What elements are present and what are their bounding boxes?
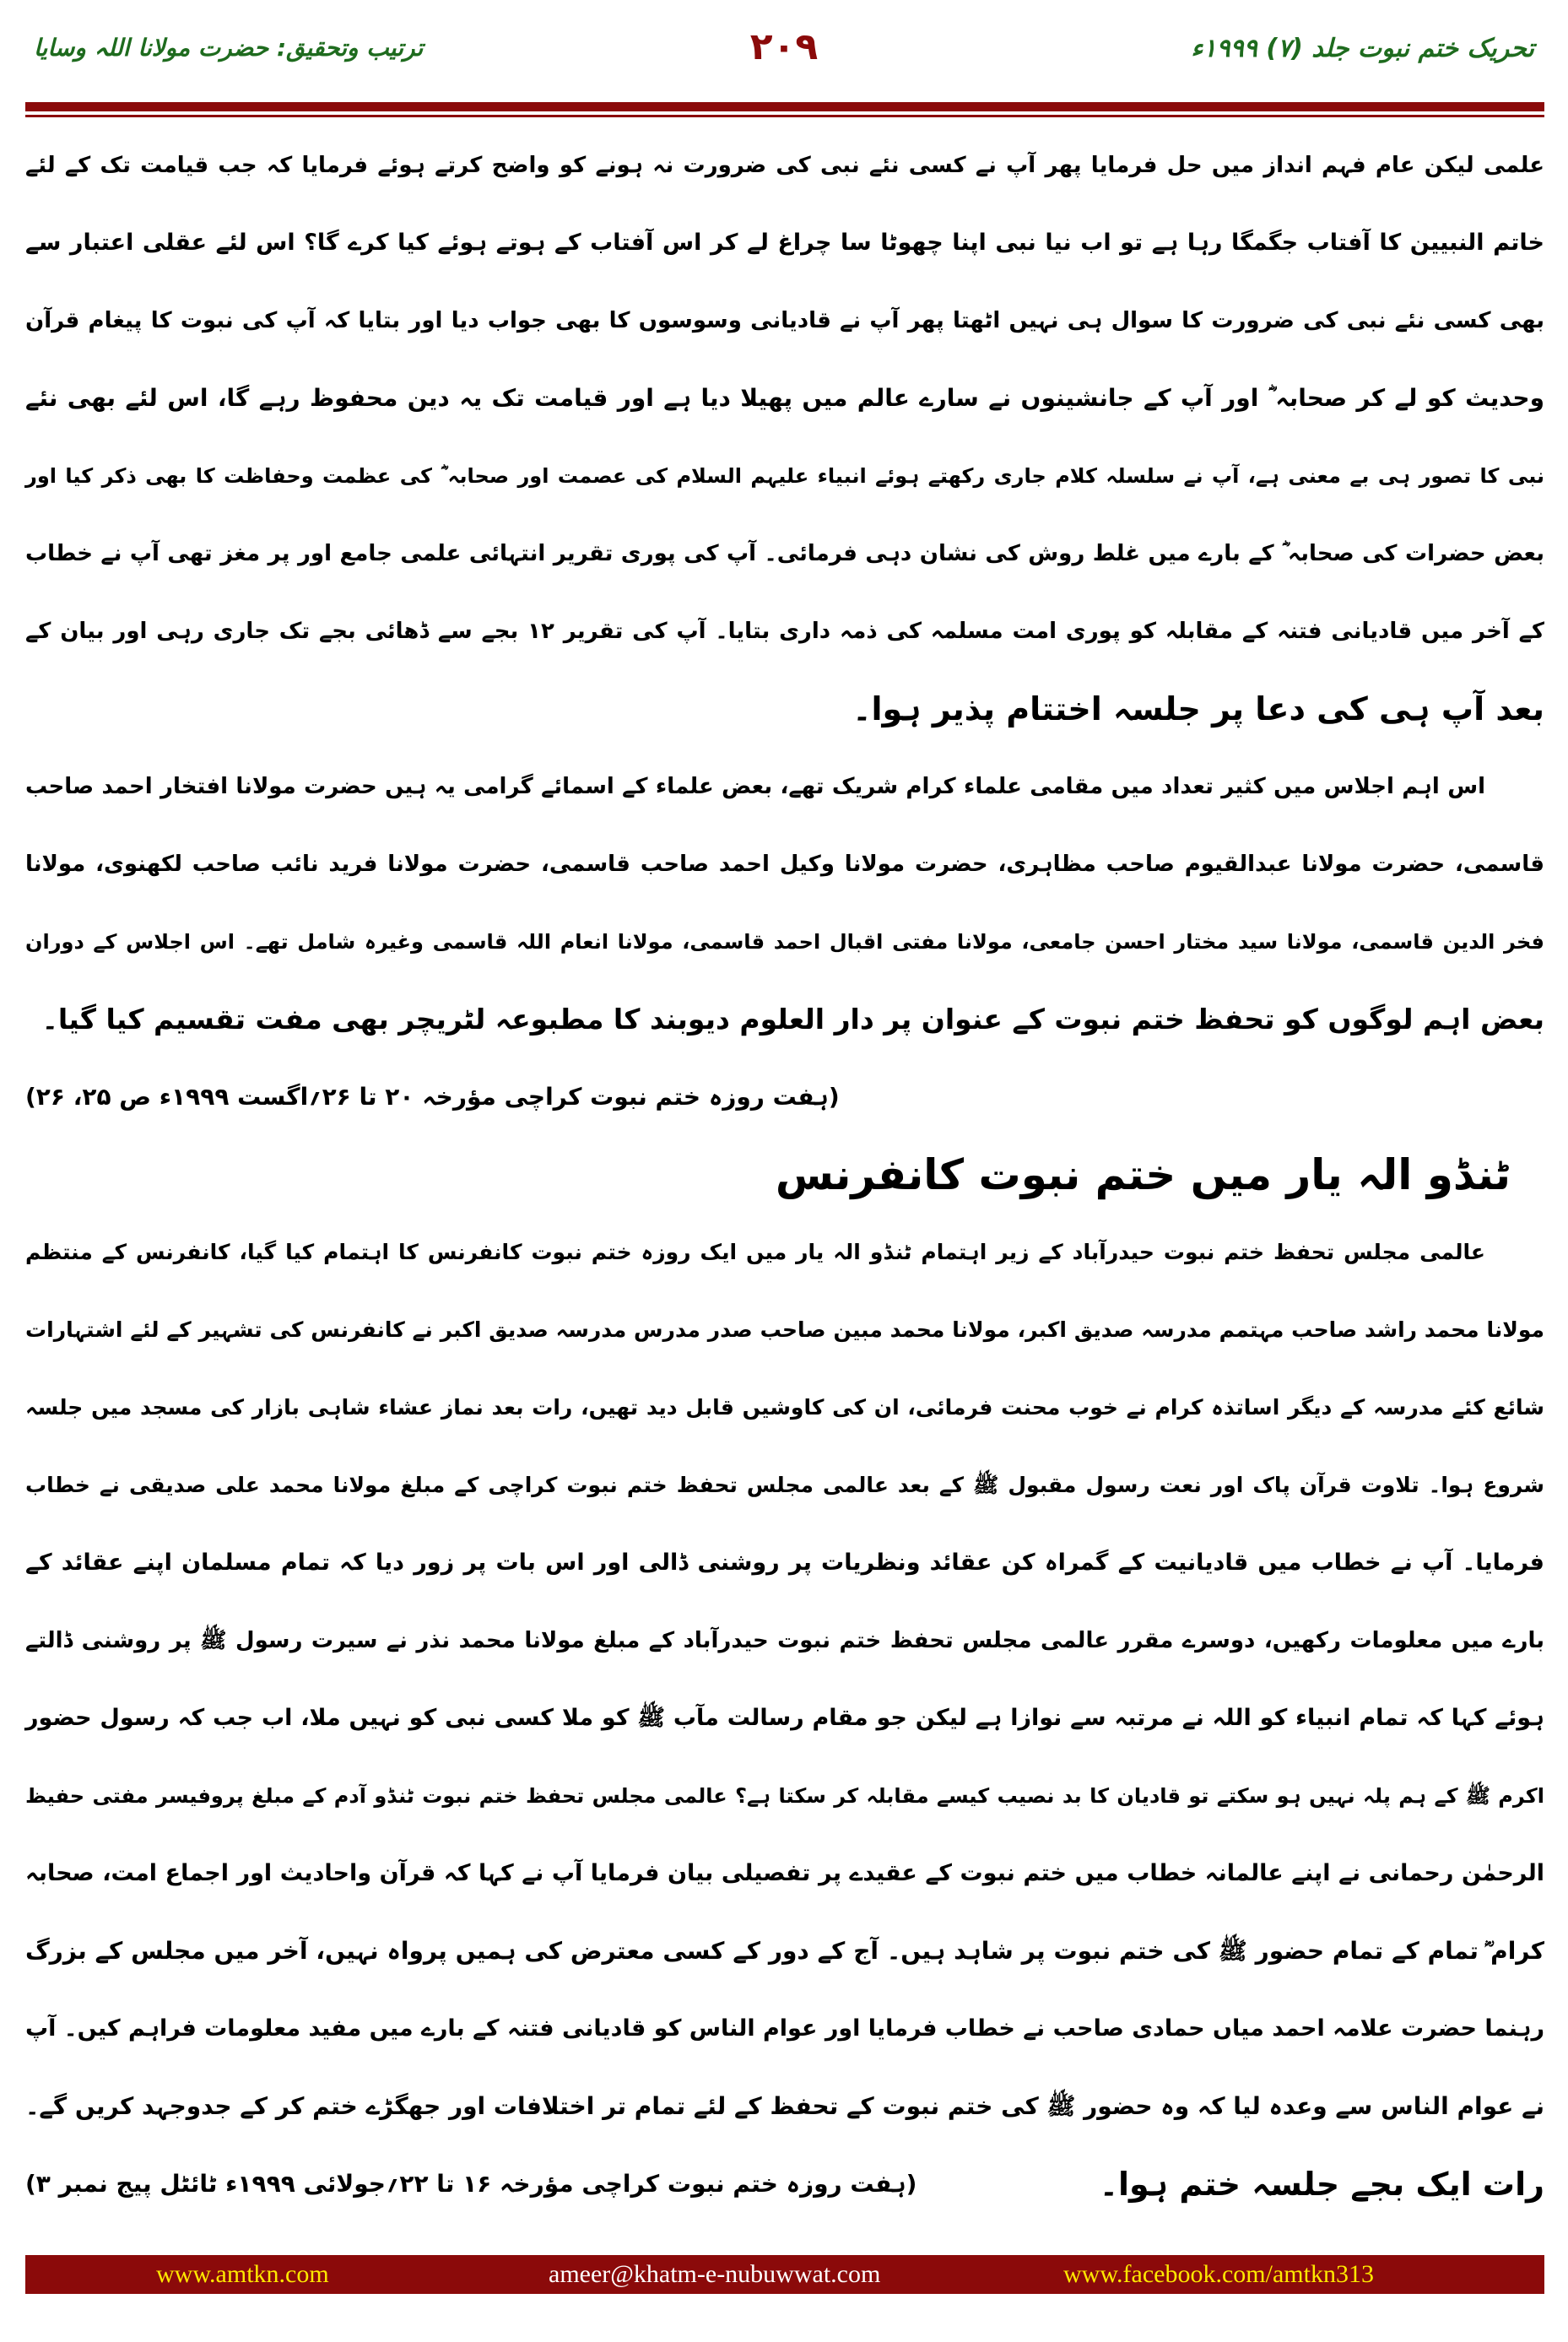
paragraph-3-line: رہنما حضرت علامہ احمد میاں حمادی صاحب نے خطاب فرمایا اور عوام الناس کو قادیانی فتنہ کے بارے میں مفید معلومات فراہم کیں۔ آپ bbox=[25, 2015, 1544, 2042]
book-title: تحریک ختم نبوت جلد (۷) ۱۹۹۹ء bbox=[1191, 34, 1534, 63]
paragraph-1-line: وحدیث کو لے کر صحابہ ؓ اور آپ کے جانشینوں نے سارے عالم میں پھیلا دیا ہے اور قیامت تک یہ دین محفوظ رہے گا، اس لئے بھی نئے bbox=[25, 384, 1544, 412]
paragraph-3-line: مولانا محمد راشد صاحب مہتمم مدرسہ صدیق اکبر، مولانا محمد مبین صاحب صدر مدرس مدرسہ صدیق اکبر نے کانفرنس کی تشہیر کے لئے اشتہارات bbox=[25, 1317, 1544, 1342]
paragraph-2-line: بعض اہم لوگوں کو تحفظ ختم نبوت کے عنوان پر دار العلوم دیوبند کا مطبوعہ لٹریچر بھی مفت تقسیم کیا گیا۔ bbox=[41, 1003, 1544, 1036]
closing-line: رات ایک بجے جلسہ ختم ہوا۔ bbox=[1099, 2166, 1544, 2203]
paragraph-3-line: فرمایا۔ آپ نے خطاب میں قادیانیت کے گمراہ کن عقائد ونظریات پر روشنی ڈالی اور اس بات پر زور دیا کہ تمام مسلمان اپنے عقائد کے bbox=[25, 1550, 1544, 1576]
paragraph-3-line: نے عوام الناس سے وعدہ لیا کہ وہ حضور ﷺ کی ختم نبوت کے تحفظ کے لئے تمام تر اختلافات اور جھگڑے ختم کر کے جدوجہد کریں گے۔ bbox=[25, 2092, 1544, 2120]
footer-bar bbox=[25, 2255, 1544, 2294]
paragraph-2-line: فخر الدین قاسمی، مولانا سید مختار احسن جامعی، مولانا مفتی اقبال احمد قاسمی، مولانا انعام اللہ قاسمی وغیرہ شامل تھے۔ اس اجلاس کے دوران bbox=[25, 930, 1544, 954]
paragraph-3-line: بارے میں معلومات رکھیں، دوسرے مقرر عالمی مجلس تحفظ ختم نبوت حیدرآباد کے مبلغ مولانا محمد نذر نے سیرت رسول ﷺ پر روشنی ڈالتے bbox=[25, 1628, 1544, 1653]
paragraph-1-line: بعض حضرات کی صحابہ ؓ کے بارے میں غلط روش کی نشان دہی فرمائی۔ آپ کی پوری تقریر انتہائی علمی جامع اور پر مغز تھی آپ نے خطاب bbox=[25, 541, 1544, 566]
paragraph-1-line: علمی لیکن عام فہم انداز میں حل فرمایا پھر آپ نے کسی نئے نبی کی ضرورت نہ ہونے کو واضح کرتے ہوئے فرمایا کہ جب قیامت تک کے لئے bbox=[25, 153, 1544, 178]
paragraph-3-line: اکرم ﷺ کے ہم پلہ نہیں ہو سکتے تو قادیان کا بد نصیب کیسے مقابلہ کر سکتا ہے؟ عالمی مجلس تحفظ ختم نبوت ٹنڈو آدم کے مبلغ پروفیسر مفتی حفیظ bbox=[25, 1784, 1544, 1808]
paragraph-2-line: اس اہم اجلاس میں کثیر تعداد میں مقامی علماء کرام شریک تھے، بعض علماء کے اسمائے گرامی یہ ہیں حضرت مولانا افتخار احمد صاحب bbox=[25, 774, 1485, 799]
closing-line-row bbox=[25, 2145, 1544, 2223]
compiler-credit: ترتیب وتحقیق: حضرت مولانا اللہ وسایا bbox=[34, 34, 424, 62]
source-citation-1: (ہفت روزہ ختم نبوت کراچی مؤرخہ ۲۰ تا ۲۶؍اگست ۱۹۹۹ء ص ۲۵، ۲۶) bbox=[25, 1083, 840, 1111]
paragraph-3-line: ہوئے کہا کہ تمام انبیاء کو اللہ نے مرتبہ سے نوازا ہے لیکن جو مقام رسالت مآب ﷺ کو ملا کسی نبی کو نہیں ملا، اب جب کہ رسول حضور bbox=[25, 1705, 1544, 1731]
header-divider-thin bbox=[25, 115, 1544, 117]
page-number: ۲۰۹ bbox=[749, 25, 819, 68]
section-heading: ٹنڈو الہ یار میں ختم نبوت کانفرنس bbox=[775, 1150, 1511, 1199]
email-link[interactable]: ameer@khatm-e-nubuwwat.com bbox=[549, 2260, 881, 2288]
paragraph-3-line: کرام ؓ تمام کے تمام حضور ﷺ کی ختم نبوت پر شاہد ہیں۔ آج کے دور کے کسی معترض کی ہمیں پرواہ نہیں، آخر میں مجلس کے بزرگ bbox=[25, 1937, 1544, 1965]
paragraph-3-line: شائع کئے مدرسہ کے دیگر اساتذہ کرام نے خوب محنت فرمائی، ان کی کاوشیں قابل دید تھیں، رات بعد نماز عشاء شاہی بازار کی مسجد میں جلسہ bbox=[25, 1395, 1544, 1420]
header-divider-thick bbox=[25, 102, 1544, 111]
paragraph-1-line: نبی کا تصور ہی بے معنی ہے، آپ نے سلسلہ کلام جاری رکھتے ہوئے انبیاء علیہم السلام کی عصمت اور صحابہ ؓ کی عظمت وحفاظت کا بھی ذکر کیا اور bbox=[25, 464, 1544, 488]
paragraph-3-line: شروع ہوا۔ تلاوت قرآن پاک اور نعت رسول مقبول ﷺ کے بعد عالمی مجلس تحفظ ختم نبوت کراچی کے مبلغ مولانا محمد علی صدیقی نے خطاب bbox=[25, 1473, 1544, 1497]
source-citation-2: (ہفت روزہ ختم نبوت کراچی مؤرخہ ۱۶ تا ۲۲؍جولائی ۱۹۹۹ء ٹائٹل پیج نمبر ۳) bbox=[25, 2170, 917, 2198]
paragraph-1-line: بھی کسی نئے نبی کی ضرورت کا سوال ہی نہیں اٹھتا پھر آپ نے قادیانی وسوسوں کا بھی جواب دیا اور بتایا کہ آپ کی نبوت کا پیغام قرآن bbox=[25, 308, 1544, 333]
website-link[interactable]: www.amtkn.com bbox=[156, 2260, 329, 2288]
paragraph-1-line: بعد آپ ہی کی دعا پر جلسہ اختتام پذیر ہوا۔ bbox=[852, 690, 1544, 727]
paragraph-3-line: الرحمٰن رحمانی نے اپنے عالمانہ خطاب میں ختم نبوت کے عقیدے پر تفصیلی بیان فرمایا آپ نے کہا کہ قرآن واحادیث اور اجماع امت، صحابہ bbox=[25, 1860, 1544, 1886]
paragraph-3-line: عالمی مجلس تحفظ ختم نبوت حیدرآباد کے زیر اہتمام ٹنڈو الہ یار میں ایک روزہ ختم نبوت کانفرنس کا اہتمام کیا گیا، کانفرنس کے منتظم bbox=[25, 1240, 1485, 1264]
paragraph-1-line: خاتم النبیین کا آفتاب جگمگا رہا ہے تو اب نیا نبی اپنا چھوٹا سا چراغ لے کر اس آفتاب کے ہوتے ہوئے کیا کرے گا؟ اس لئے عقلی اعتبار سے bbox=[25, 230, 1544, 256]
article-body bbox=[25, 127, 1544, 2223]
paragraph-2-line: قاسمی، حضرت مولانا عبدالقیوم صاحب مظاہری، حضرت مولانا وکیل احمد صاحب قاسمی، حضرت مولانا فرید نائب صاحب لکھنوی، مولانا bbox=[25, 852, 1544, 877]
paragraph-1-line: کے آخر میں قادیانی فتنہ کے مقابلہ کو پوری امت مسلمہ کی ذمہ داری بتایا۔ آپ کی تقریر ۱۲ بجے سے ڈھائی بجے تک جاری رہی اور بیان کے bbox=[25, 619, 1544, 644]
facebook-link[interactable]: www.facebook.com/amtkn313 bbox=[1063, 2260, 1374, 2288]
